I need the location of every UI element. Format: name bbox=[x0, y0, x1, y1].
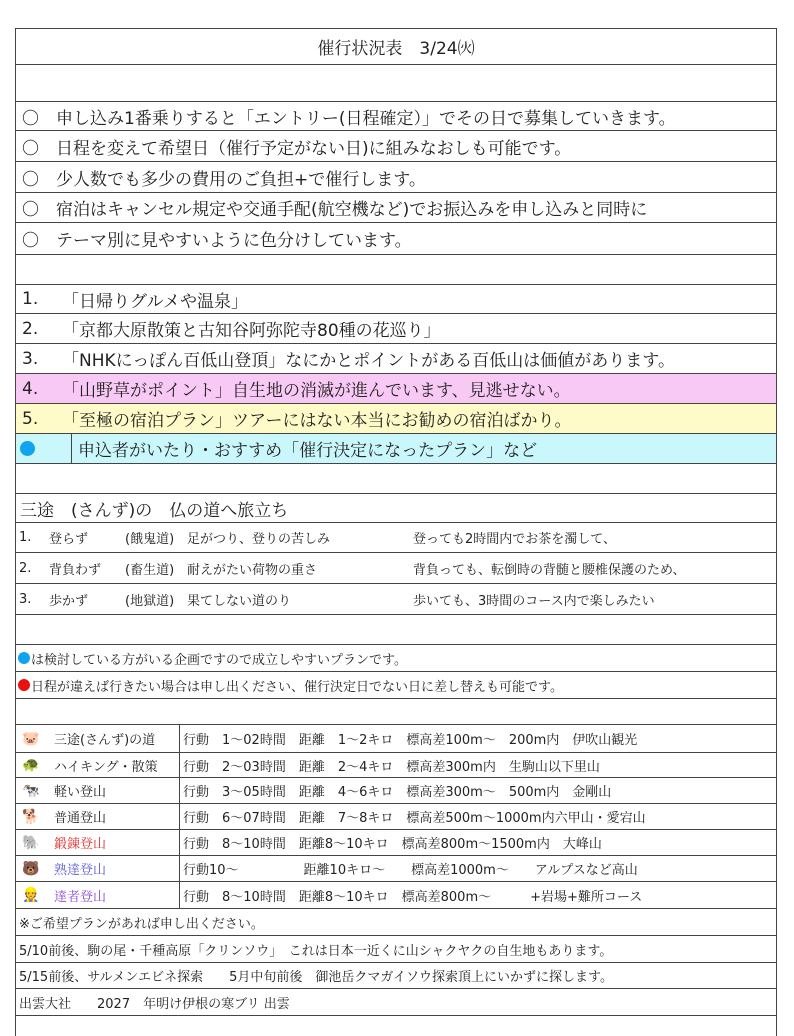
level-name: 熟達登山 bbox=[54, 863, 107, 878]
sanzu-heading-row bbox=[16, 494, 776, 523]
sanzu-note: 歩いても、3時間のコース内で楽しみたい bbox=[413, 593, 655, 609]
climber-person-icon: 👷 bbox=[22, 887, 40, 903]
note-text: テーマ別に見やすいように色分けしています。 bbox=[56, 231, 412, 251]
note-row bbox=[16, 131, 776, 162]
dog-icon: 🐕 bbox=[22, 808, 40, 825]
sanzu-row bbox=[16, 584, 776, 615]
sanzu-number: 2. bbox=[19, 560, 32, 576]
footer-text: 5/15前後、サルメンエビネ探索 5月中旬前後 御池岳クマガイソウ探索頂上にいかずに探します。 bbox=[19, 970, 613, 985]
theme-text: 「日帰りグルメや温泉」 bbox=[62, 291, 248, 312]
level-detail: 行動 1～02時間 距離 1～2キロ 標高差100m～ 200m内 伊吹山観光 bbox=[183, 733, 638, 748]
legend-text: は検討している方がいる企画ですので成立しやすいプランです。 bbox=[31, 652, 407, 668]
footer-row bbox=[16, 989, 776, 1016]
note-text: 申し込み1番乗りすると「エントリー(日程確定）」でその日で募集していきます。 bbox=[56, 108, 676, 129]
level-row bbox=[16, 856, 776, 882]
level-detail: 行動 8～10時間 距離8～10キロ 標高差800m～ +岩場+難所コース bbox=[183, 889, 643, 905]
theme-number: 3. bbox=[22, 348, 39, 369]
note-text: 少人数でも多少の費用のご負担+で催行します。 bbox=[56, 169, 426, 190]
level-row bbox=[16, 753, 776, 778]
level-detail: 行動 3～05時間 距離 4～6キロ 標高差300m～ 500m内 金剛山 bbox=[183, 785, 612, 800]
note-row bbox=[16, 193, 776, 223]
sanzu-note: 背負っても、転倒時の背髄と腰椎保護のため、 bbox=[413, 562, 686, 578]
red-dot-icon bbox=[18, 679, 30, 691]
theme-row-lodging bbox=[16, 404, 776, 434]
confirmed-plan-row bbox=[16, 434, 776, 464]
level-row bbox=[16, 882, 776, 909]
sanzu-row bbox=[16, 553, 776, 584]
footer-row bbox=[16, 963, 776, 989]
circle-mark-icon: 〇 bbox=[22, 108, 39, 129]
footer-text: ※ご希望プランがあれば申し出ください。 bbox=[19, 916, 264, 932]
sanzu-note: 登っても2時間内でお茶を濁して、 bbox=[413, 532, 617, 547]
theme-text: 「NHKにっぽん百低山登頂」なにかとポイントがある百低山は価値があります。 bbox=[62, 351, 675, 371]
theme-number: 4. bbox=[22, 378, 39, 399]
theme-text: 「至極の宿泊プラン」ツアーにはない本当にお勧めの宿泊ばかり。 bbox=[62, 411, 572, 431]
theme-number: 2. bbox=[22, 318, 39, 339]
sanzu-desc: 果てしない道のり bbox=[187, 593, 292, 609]
sheet-title: 催行状況表 3/24㈫ bbox=[317, 39, 475, 59]
level-name: 軽い登山 bbox=[54, 785, 107, 800]
level-name: 三途(さんず)の道 bbox=[54, 733, 156, 748]
theme-row bbox=[16, 314, 776, 344]
sanzu-number: 3. bbox=[19, 591, 32, 607]
level-name: 普通登山 bbox=[54, 811, 107, 826]
level-detail: 行動 8～10時間 距離8～10キロ 標高差800m～1500m内 大峰山 bbox=[183, 837, 602, 852]
sanzu-desc: 耐えがたい荷物の重さ bbox=[187, 562, 318, 578]
note-row bbox=[16, 162, 776, 193]
sanzu-realm: (畜生道) bbox=[125, 562, 175, 578]
footer-row bbox=[16, 909, 776, 936]
theme-number: 1. bbox=[22, 289, 39, 309]
elephant-icon: 🐘 bbox=[22, 834, 40, 851]
sheet-title-row bbox=[16, 29, 776, 65]
theme-row bbox=[16, 285, 776, 314]
schedule-sheet bbox=[15, 28, 777, 1036]
sanzu-name: 歩かず bbox=[49, 593, 89, 609]
confirmed-dot-cell bbox=[16, 434, 72, 463]
footer-row bbox=[16, 936, 776, 963]
blue-dot-icon bbox=[18, 652, 30, 664]
level-row bbox=[16, 804, 776, 830]
level-detail: 行動 6～07時間 距離 7～8キロ 標高差500m～1000m内六甲山・愛宕山 bbox=[183, 811, 646, 826]
turtle-icon: 🐢 bbox=[22, 757, 40, 773]
blank-row bbox=[16, 615, 776, 645]
level-name: ハイキング・散策 bbox=[54, 759, 158, 775]
level-detail: 行動 2～03時間 距離 2～4キロ 標高差300m内 生駒山以下里山 bbox=[183, 759, 600, 775]
note-text: 宿泊はキャンセル規定や交通手配(航空機など)でお振込みを申し込みと同時に bbox=[56, 200, 648, 220]
sanzu-row bbox=[16, 523, 776, 553]
sanzu-heading: 三途 (さんず)の 仏の道へ旅立ち bbox=[20, 500, 289, 521]
note-text: 日程を変えて希望日（催行予定がない日)に組みなおしも可能です。 bbox=[56, 138, 572, 159]
theme-row-wildflower bbox=[16, 374, 776, 404]
legend-row bbox=[16, 672, 776, 699]
theme-text: 「山野草がポイント」自生地の消滅が進んでいます、見逃せない。 bbox=[62, 381, 571, 401]
confirmed-plan-text: 申込者がいたり・おすすめ「催行決定になったプラン」など bbox=[78, 441, 538, 461]
level-row bbox=[16, 725, 776, 753]
footer-text: 出雲大社 2027 年明け伊根の寒ブリ 出雲 bbox=[19, 996, 290, 1012]
note-row bbox=[16, 102, 776, 131]
note-row bbox=[16, 223, 776, 255]
blank-row bbox=[16, 699, 776, 725]
sanzu-realm: (餓鬼道) bbox=[125, 532, 175, 547]
blank-row bbox=[16, 1016, 776, 1036]
footer-text: 5/10前後、駒の尾・千種高原「クリンソウ」 これは日本一近くに山シャクヤクの自生地もあります。 bbox=[19, 943, 613, 959]
level-name: 達者登山 bbox=[54, 889, 107, 905]
legend-text: 日程が違えば行きたい場合は申し出ください、催行決定日でない日に差し替えも可能です。 bbox=[31, 679, 563, 695]
theme-row bbox=[16, 344, 776, 374]
level-row bbox=[16, 830, 776, 856]
legend-row bbox=[16, 645, 776, 672]
theme-number: 5. bbox=[22, 408, 39, 429]
bear-face-icon: 🐻 bbox=[22, 860, 40, 877]
sanzu-name: 登らず bbox=[49, 532, 89, 547]
circle-mark-icon: 〇 bbox=[22, 231, 39, 251]
circle-mark-icon: 〇 bbox=[22, 200, 39, 220]
theme-text: 「京都大原散策と古知谷阿弥陀寺80種の花巡り」 bbox=[62, 321, 441, 341]
blank-row bbox=[16, 255, 776, 285]
cow-icon: 🐄 bbox=[22, 782, 40, 799]
blank-row bbox=[16, 464, 776, 494]
level-row bbox=[16, 778, 776, 804]
sanzu-number: 1. bbox=[19, 530, 32, 545]
level-name: 鍛錬登山 bbox=[54, 837, 107, 852]
pig-face-icon: 🐷 bbox=[22, 730, 40, 747]
blank-row bbox=[16, 65, 776, 102]
blue-dot-icon bbox=[20, 441, 35, 456]
sanzu-desc: 足がつり、登りの苦しみ bbox=[187, 532, 331, 547]
sanzu-name: 背負わず bbox=[49, 562, 102, 578]
level-detail: 行動10～ 距離10キロ～ 標高差1000m～ アルプスなど高山 bbox=[183, 863, 638, 878]
sanzu-realm: (地獄道) bbox=[125, 593, 175, 609]
circle-mark-icon: 〇 bbox=[22, 169, 39, 190]
circle-mark-icon: 〇 bbox=[22, 138, 39, 159]
